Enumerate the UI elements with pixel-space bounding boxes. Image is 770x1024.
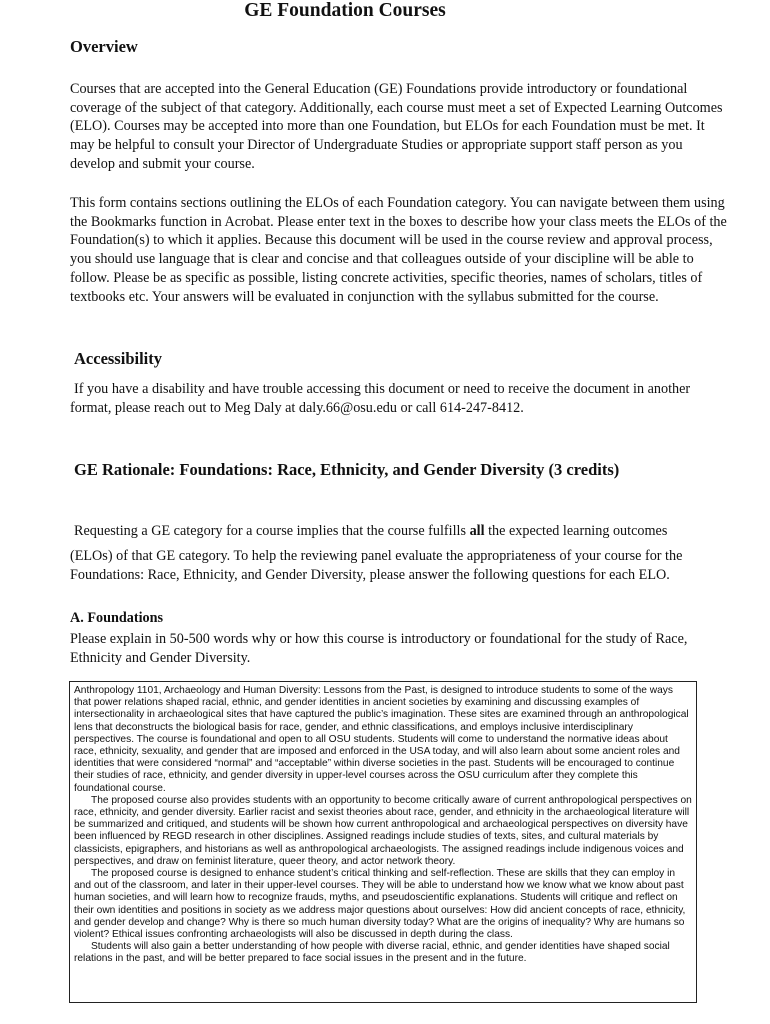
requirement-line-3: Foundations: Race, Ethnicity, and Gender Diversity, please answer the following questions for each ELO. xyxy=(70,567,670,583)
section-a-prompt: Please explain in 50-500 words why or how this course is introductory or foundational for the study of Race, Ethnicity and Gender Diversity. xyxy=(70,631,688,666)
requirement-emphasis: all xyxy=(469,523,485,539)
overview-paragraph-2: This form contains sections outlining the ELOs of each Foundation category. You can navigate between them using the Bookmarks function in Acrobat. Please enter text in the boxes to describe how your class meets the ELOs of the Foundation(s) to which it applies. Because this document will be used in the course review and approval process, you should use language that is clear and concise and that colleagues outside of your discipline will be able to follow. Please be as specific as possible, listing concrete activities, specific theories, names of scholars, titles of textbooks etc. Your answers will be evaluated in conjunction with the syllabus submitted for the course. xyxy=(70,195,727,305)
section-a-heading: A. Foundations xyxy=(70,610,164,626)
requirement-text-after: the expected learning outcomes xyxy=(484,523,668,539)
answer-paragraph-1: Anthropology 1101, Archaeology and Human Diversity: Lessons from the Past, is designed to introduce students to some of the ways that power relations shaped racial, ethnic, and gender identities in ancient societies by examining and discussing examples of intersectionality in archaeological sites that have captured the public’s imagination. These sites are examined through an anthropological lens that deconstructs the biological basis for race, gender, and ethnic classifications, and employs inclusive interdisciplinary perspectives. The course is foundational and open to all OSU students. Students will come to understand the normative ideas about race, ethnicity, sexuality, and gender that are imposed and enforced in the USA today, and will also learn about some ancient roles and identities that were considered “normal” and “acceptable” within diverse societies in the past. Students will be encouraged to continue their studies of race, ethnicity, and gender diversity in upper-level courses across the OSU curriculum after they complete this foundational course. xyxy=(74,685,689,794)
answer-paragraph-4: Students will also gain a better understanding of how people with diverse racial, ethnic, and gender identities have shaped social relations in the past, and will be better prepared to face social issues in the present and in the future. xyxy=(74,941,670,965)
requirement-line-1 xyxy=(74,523,667,540)
overview-heading: Overview xyxy=(70,37,138,56)
requirement-text-before: Requesting a GE category for a course implies that the course fulfills xyxy=(74,523,470,539)
overview-paragraph-1: Courses that are accepted into the General Education (GE) Foundations provide introductory or foundational coverage of the subject of that category. Additionally, each course must meet a set of Expected Learning Outcomes (ELO). Courses may be accepted into more than one Foundation, but ELOs for each Foundation must be met. It may be helpful to consult your Director of Undergraduate Studies or appropriate support staff person as you develop and submit your course. xyxy=(70,81,723,172)
answer-paragraph-2: The proposed course also provides students with an opportunity to become critically aware of current anthropological perspectives on race, ethnicity, and gender diversity. Earlier racist and sexist theories about race, gender, and ethnicity in the archaeological literature will be summarized and critiqued, and students will be shown how current anthropological and archaeological perspectives on diversity have been influenced by REGD research in other disciplines. Assigned readings include studies of texts, sites, and cultural materials by classicists, epigraphers, and historians as well as anthropological archaeologists. The assigned readings include indigenous voices and perspectives, and draw on feminist literature, queer theory, and actor network theory. xyxy=(74,794,692,867)
accessibility-paragraph: If you have a disability and have trouble accessing this document or need to receive the document in another format, please reach out to Meg Daly at daly.66@osu.edu or call 614-247-8412. xyxy=(70,381,691,416)
rationale-heading: GE Rationale: Foundations: Race, Ethnicity, and Gender Diversity (3 credits) xyxy=(74,460,620,479)
page-title: GE Foundation Courses xyxy=(244,0,446,21)
requirement-line-2: (ELOs) of that GE category. To help the reviewing panel evaluate the appropriateness of your course for the xyxy=(70,548,683,564)
answer-paragraph-3: The proposed course is designed to enhance student’s critical thinking and self-reflection. These are skills that they can employ in and out of the classroom, and later in their upper-level courses. They will be able to understand how we know what we know about past human societies, and will learn how to recognize frauds, myths, and pseudoscientific explanations. Students will critique and reflect on their own identities and positions in society as we address major questions about ourselves: How did ancient concepts of race, ethnicity, and gender develop and change? Why is there so much human diversity today? What are the origins of inequality? Why are humans so violent? Ethical issues confronting archaeologists will also be discussed in depth during the class. xyxy=(74,868,686,941)
section-a-answer-field[interactable] xyxy=(69,681,697,1003)
accessibility-heading: Accessibility xyxy=(74,349,162,368)
